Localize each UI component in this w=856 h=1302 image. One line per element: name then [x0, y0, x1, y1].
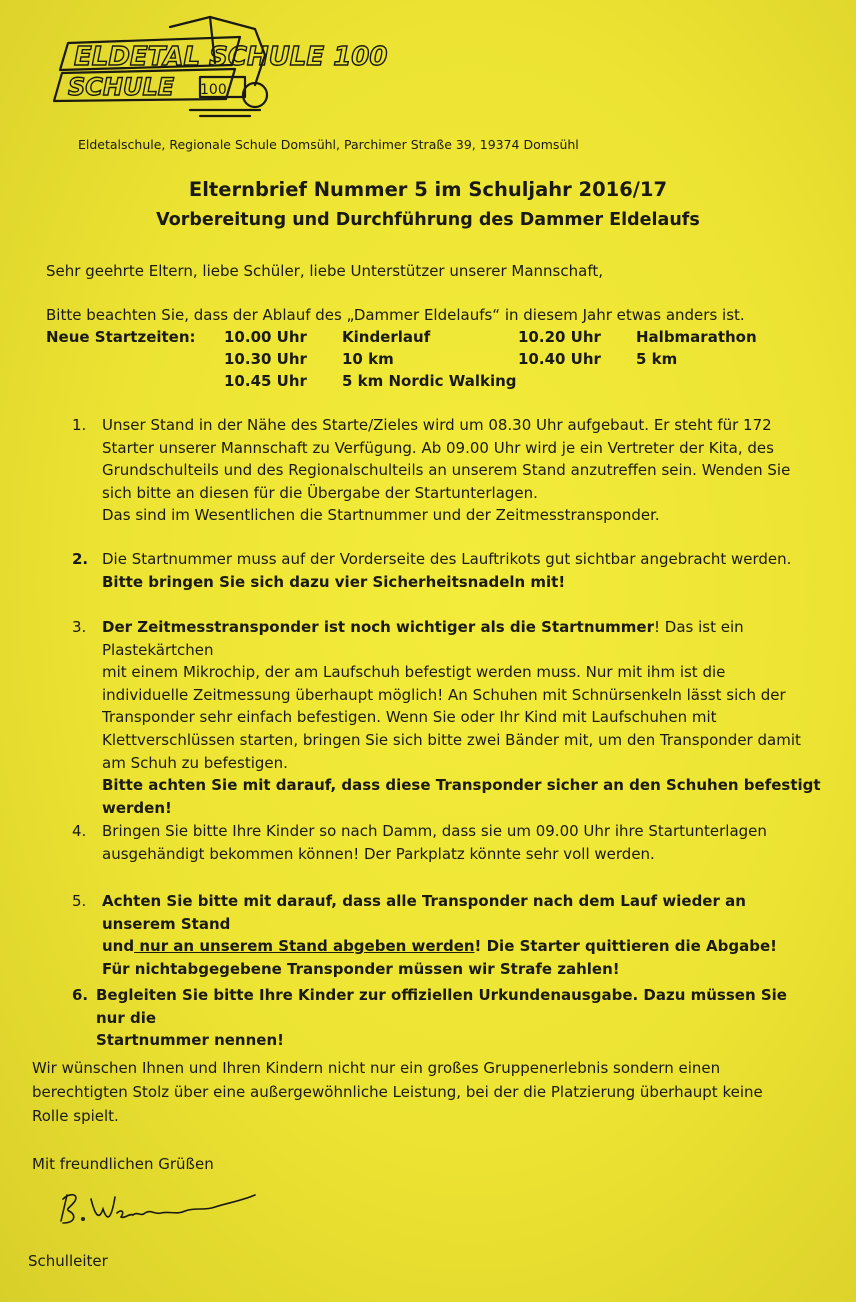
text-line: berechtigten Stolz über eine außergewöhnliche Leistung, bei der die Platzierung überhaupt keine [32, 1083, 763, 1101]
letter-subtitle: Vorbereitung und Durchführung des Dammer Eldelaufs [156, 210, 700, 230]
text-line: Das sind im Wesentlichen die Startnummer und der Zeitmesstransponder. [102, 506, 660, 525]
text-line: individuelle Zeitmessung überhaupt möglich! An Schuhen mit Schnürsenkeln lässt sich der [102, 685, 786, 704]
school-address: Eldetalschule, Regionale Schule Domsühl, Parchimer Straße 39, 19374 Domsühl [78, 137, 579, 152]
greeting: Sehr geehrte Eltern, liebe Schüler, liebe Unterstützer unserer Mannschaft, [46, 262, 603, 280]
list-number: 6. [72, 986, 89, 1004]
text-line: ausgehändigt bekommen können! Der Parkplatz könnte sehr voll werden. [102, 844, 655, 863]
start-time: 10.20 Uhr [518, 328, 601, 346]
text-line: Die Startnummer muss auf der Vorderseite des Lauftrikots gut sichtbar angebracht werden. [102, 550, 792, 568]
start-event: 10 km [342, 350, 394, 368]
underlined-phrase: nur an unserem Stand abgeben werden [134, 937, 475, 956]
bold-phrase: Der Zeitmesstransponder ist noch wichtiger als die Startnummer [102, 618, 655, 636]
text-line [102, 935, 822, 958]
letter-title: Elternbrief Nummer 5 im Schuljahr 2016/17 [188, 178, 668, 201]
list-number: 2. [72, 550, 89, 568]
signature [55, 1185, 265, 1230]
regards: Mit freundlichen Grüßen [32, 1155, 214, 1173]
signer-role: Schulleiter [28, 1252, 108, 1270]
text-line: mit einem Mikrochip, der am Laufschuh befestigt werden muss. Nur mit ihm ist die [102, 663, 726, 682]
start-time: 10.30 Uhr [224, 350, 307, 368]
list-number: 1. [72, 416, 87, 434]
text-line: Bitte achten Sie mit darauf, dass diese Transponder sicher an den Schuhen befestigt [102, 776, 821, 795]
intro-text: Bitte beachten Sie, dass der Ablauf des „Dammer Eldelaufs“ in diesem Jahr etwas anders ist. [46, 306, 745, 324]
school-logo [50, 15, 388, 125]
start-times-label: Neue Startzeiten: [46, 328, 196, 346]
text-line: sich bitte an diesen für die Übergabe der Startunterlagen. [102, 483, 538, 502]
start-event: Kinderlauf [342, 328, 431, 346]
text-line: Für nichtabgegebene Transponder müssen wir Strafe zahlen! [102, 959, 620, 978]
start-time: 10.40 Uhr [518, 350, 601, 368]
start-time: 10.00 Uhr [224, 328, 307, 346]
text-line: am Schuh zu befestigen. [102, 753, 288, 772]
list-number: 3. [72, 618, 87, 636]
text-line: werden! [102, 798, 172, 817]
text-line: Starter unserer Mannschaft zu Verfügung. Ab 09.00 Uhr wird je ein Vertreter der Kita, des [102, 438, 774, 457]
svg-text:B. Weimar: B. Weimar [55, 1185, 61, 1186]
text-line [102, 616, 822, 661]
text-line: Begleiten Sie bitte Ihre Kinder zur offiziellen Urkundenausgabe. Dazu müssen Sie nur die [96, 986, 787, 1027]
start-event: Halbmarathon [636, 328, 757, 346]
text-line: Rolle spielt. [32, 1107, 119, 1125]
text-line: Unser Stand in der Nähe des Starte/Zieles wird um 08.30 Uhr aufgebaut. Er steht für 172 [102, 416, 772, 434]
text-line: Achten Sie bitte mit darauf, dass alle Transponder nach dem Lauf wieder an unserem Stand [102, 892, 746, 933]
start-time: 10.45 Uhr [224, 372, 307, 390]
text-line: Bringen Sie bitte Ihre Kinder so nach Damm, dass sie um 09.00 Uhr ihre Startunterlagen [102, 822, 767, 840]
text-line: Bitte bringen Sie sich dazu vier Sicherheitsnadeln mit! [102, 572, 566, 591]
text-span: ! Die Starter quittieren die Abgabe! [474, 937, 777, 956]
text-line: Wir wünschen Ihnen und Ihren Kindern nicht nur ein großes Gruppenerlebnis sondern einen [32, 1059, 721, 1077]
list-number: 4. [72, 822, 87, 840]
start-event: 5 km [636, 350, 678, 368]
svg-text:ELDETAL SCHULE 100: ELDETAL SCHULE 100 [74, 42, 388, 72]
text-span: und [102, 937, 135, 956]
text-span: ! Das ist ein Plastekärtchen [102, 618, 744, 659]
list-number: 5. [72, 892, 87, 910]
svg-text:100: 100 [200, 82, 227, 98]
text-line: Transponder sehr einfach befestigen. Wenn Sie oder Ihr Kind mit Laufschuhen mit [102, 708, 717, 727]
text-line: Startnummer nennen! [96, 1031, 284, 1050]
start-event: 5 km Nordic Walking [342, 372, 517, 390]
text-line: Klettverschlüssen starten, bringen Sie sich bitte zwei Bänder mit, um den Transponder damit [102, 730, 801, 749]
text-line: Grundschulteils und des Regionalschulteils an unserem Stand anzutreffen sein. Wenden Sie [102, 461, 791, 480]
svg-text:SCHULE: SCHULE [68, 73, 175, 101]
closing-paragraph [32, 1056, 822, 1128]
